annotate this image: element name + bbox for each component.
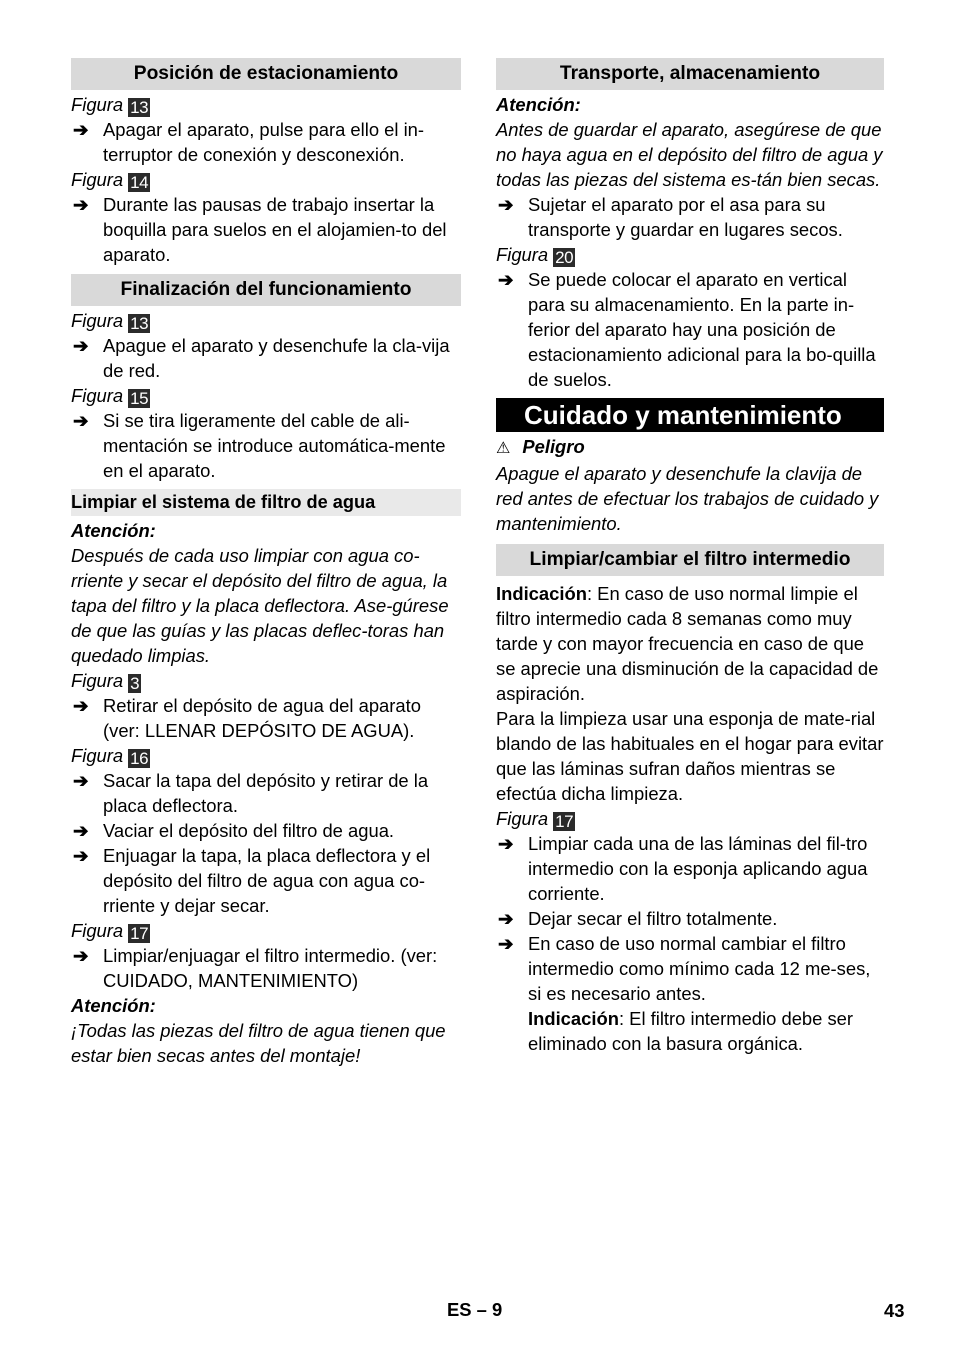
section-heading-shutdown: Finalización del funcionamiento xyxy=(71,274,461,306)
arrow-right-icon: ➔ xyxy=(73,335,89,356)
figure-ref: Figura 14 xyxy=(71,169,149,192)
arrow-right-icon: ➔ xyxy=(498,933,514,954)
figure-number: 17 xyxy=(130,924,149,943)
figure-number: 20 xyxy=(555,248,574,267)
attention-text: ¡Todas las piezas del filtro de agua tienen que estar bien secas antes del montaje! xyxy=(71,1020,446,1066)
figure-number: 14 xyxy=(130,173,149,192)
figure-number: 15 xyxy=(130,389,149,408)
figure-number: 13 xyxy=(130,98,149,117)
list-item: ➔ Enjuagar la tapa, la placa deflectora y el depósito del filtro de agua con agua co-rriente y dejar secar. xyxy=(73,845,431,916)
list-item: ➔ Limpiar/enjuagar el filtro intermedio. (ver: CUIDADO, MANTENIMIENTO) xyxy=(73,945,438,991)
list-item: ➔ Limpiar cada una de las láminas del fil-tro intermedio con la esponja aplicando agua corriente. xyxy=(498,833,868,904)
danger-label: ⚠ Peligro xyxy=(496,436,585,457)
figure-number: 13 xyxy=(130,314,149,333)
figure-number: 3 xyxy=(130,674,140,693)
page-section-number: ES – 9 xyxy=(447,1299,503,1320)
list-item: ➔ Apagar el aparato, pulse para ello el in-terruptor de conexión y desconexión. xyxy=(73,119,425,165)
list-item: ➔ Apague el aparato y desenchufe la cla-vija de red. xyxy=(73,335,450,381)
figure-number: 16 xyxy=(130,749,149,768)
arrow-right-icon: ➔ xyxy=(73,820,89,841)
arrow-right-icon: ➔ xyxy=(498,194,514,215)
attention-label: Atención: xyxy=(71,520,156,541)
chapter-heading: Cuidado y mantenimiento xyxy=(496,398,884,432)
right-column xyxy=(496,58,884,1056)
arrow-right-icon: ➔ xyxy=(73,194,89,215)
danger-text: Apague el aparato y desenchufe la clavija de red antes de efectuar los trabajos de cuidado y mantenimiento. xyxy=(496,463,879,534)
arrow-right-icon: ➔ xyxy=(73,695,89,716)
attention-text: Antes de guardar el aparato, asegúrese de que no haya agua en el depósito del filtro de agua y todas las piezas del sistema es-tán bien secas. xyxy=(496,119,883,190)
paragraph: Para la limpieza usar una esponja de mate-rial blando de las habituales en el hogar para evitar que las láminas sufran daños mientras se efectúa dicha limpieza. xyxy=(496,708,884,804)
attention-text: Después de cada uso limpiar con agua co-rriente y secar el depósito del filtro de agua, la tapa del filtro y la placa deflectora. Ase-gúrese de que las guías y las placas deflec-toras han quedado limpias. xyxy=(71,545,449,666)
note-paragraph: Indicación: En caso de uso normal limpie el filtro intermedio cada 8 semanas como muy tarde y con mayor frecuencia en caso de que se aprecie una disminución de la capacidad de aspiración. xyxy=(496,583,879,704)
list-item: ➔ Dejar secar el filtro totalmente. xyxy=(498,908,778,929)
figure-ref: Figura 17 xyxy=(496,808,574,831)
attention-label: Atención: xyxy=(496,94,581,115)
arrow-right-icon: ➔ xyxy=(498,908,514,929)
list-item: ➔ Durante las pausas de trabajo insertar la boquilla para suelos en el alojamien-to del aparato. xyxy=(73,194,447,265)
section-heading-intermediate-filter: Limpiar/cambiar el filtro intermedio xyxy=(496,544,884,576)
warning-triangle-icon: ⚠ xyxy=(496,440,511,457)
list-item: ➔ Se puede colocar el aparato en vertical para su almacenamiento. En la parte in-ferior del aparato hay una posición de estacionamiento adicional para la bo-quilla de suelos. xyxy=(498,269,876,390)
figure-ref: Figura 13 xyxy=(71,94,149,117)
figure-ref: Figura 13 xyxy=(71,310,149,333)
figure-number: 17 xyxy=(555,812,574,831)
arrow-right-icon: ➔ xyxy=(73,410,89,431)
note-paragraph: Indicación: El filtro intermedio debe ser eliminado con la basura orgánica. xyxy=(528,1008,854,1054)
arrow-right-icon: ➔ xyxy=(498,833,514,854)
list-item: ➔ Si se tira ligeramente del cable de ali-mentación se introduce automática-mente en el aparato. xyxy=(73,410,446,481)
list-item: ➔ Retirar el depósito de agua del aparato (ver: LLENAR DEPÓSITO DE AGUA). xyxy=(73,695,421,741)
figure-ref: Figura 20 xyxy=(496,244,574,267)
figure-ref: Figura 16 xyxy=(71,745,149,768)
section-heading-transport: Transporte, almacenamiento xyxy=(496,58,884,90)
arrow-right-icon: ➔ xyxy=(73,119,89,140)
list-item: ➔ Vaciar el depósito del filtro de agua. xyxy=(73,820,395,841)
list-item: ➔ En caso de uso normal cambiar el filtro intermedio como mínimo cada 12 me-ses, si es necesario antes. Indicación: El filtro intermedio debe ser eliminado con la basura orgánica. xyxy=(496,931,884,1056)
figure-ref: Figura 3 xyxy=(71,670,140,693)
attention-label: Atención: xyxy=(71,995,156,1016)
page-number: 43 xyxy=(884,1300,905,1321)
arrow-right-icon: ➔ xyxy=(73,770,89,791)
section-heading-parking: Posición de estacionamiento xyxy=(71,58,461,90)
arrow-right-icon: ➔ xyxy=(73,845,89,866)
arrow-right-icon: ➔ xyxy=(498,269,514,290)
figure-ref: Figura 15 xyxy=(71,385,149,408)
left-column xyxy=(71,58,461,1068)
arrow-right-icon: ➔ xyxy=(73,945,89,966)
list-item: ➔ Sacar la tapa del depósito y retirar de la placa deflectora. xyxy=(73,770,429,816)
figure-ref: Figura 17 xyxy=(71,920,149,943)
subsection-heading-water-filter: Limpiar el sistema de filtro de agua xyxy=(71,489,461,516)
list-item: ➔ Sujetar el aparato por el asa para su transporte y guardar en lugares secos. xyxy=(498,194,843,240)
